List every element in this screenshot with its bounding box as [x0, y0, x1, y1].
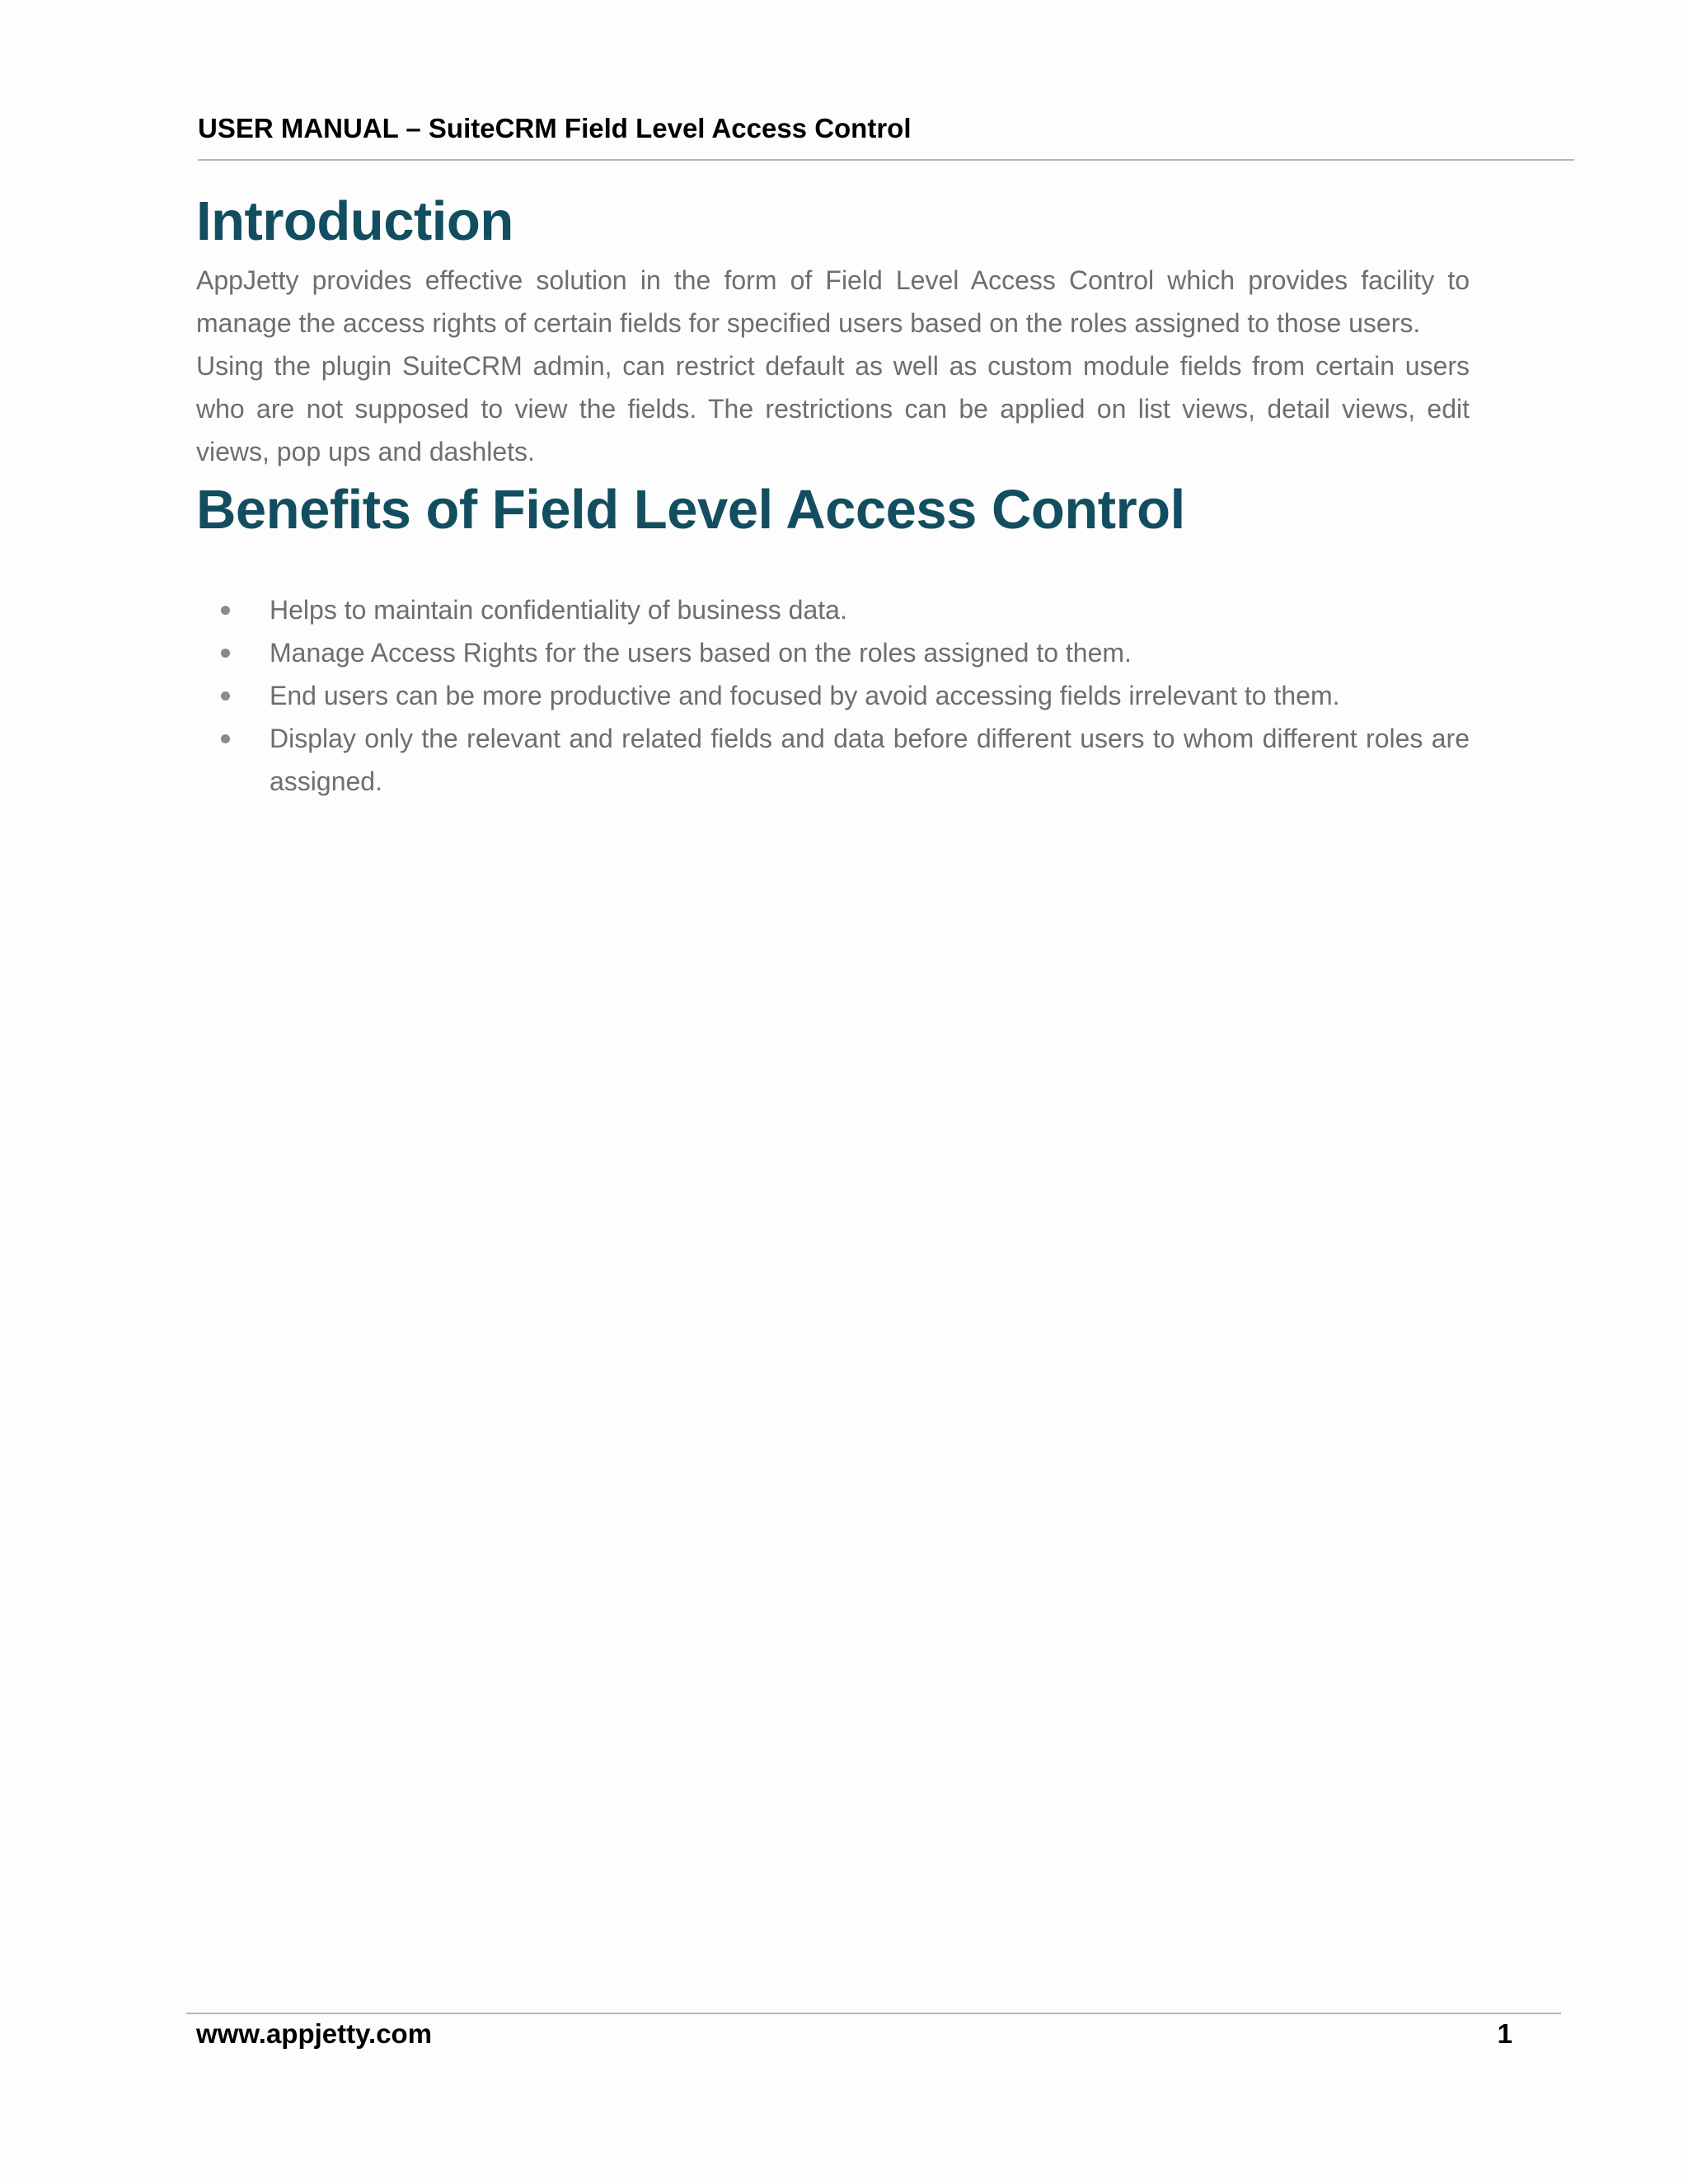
- footer-website: www.appjetty.com: [196, 2018, 433, 2049]
- list-item-text: Display only the relevant and related fields and data before different users to whom different roles are assigned.: [270, 724, 1470, 796]
- list-item-text: End users can be more productive and focused by avoid accessing fields irrelevant to them.: [270, 681, 1340, 710]
- page-header: [198, 112, 1574, 145]
- list-item: [196, 674, 1470, 717]
- page-number: 1: [1497, 2018, 1512, 2049]
- benefits-list: [196, 588, 1470, 803]
- introduction-paragraph-2: Using the plugin SuiteCRM admin, can restrict default as well as custom module fields from certain users who are not supposed to view the fields. The restrictions can be applied on list views, detail views, edit views, pop ups and dashlets.: [196, 351, 1470, 466]
- bullet-icon: [221, 734, 230, 743]
- list-item-text: Manage Access Rights for the users based on the roles assigned to them.: [270, 638, 1132, 668]
- header-divider: [198, 159, 1574, 161]
- benefits-heading: Benefits of Field Level Access Control: [196, 479, 1185, 541]
- list-item: [196, 631, 1470, 674]
- list-item-text: Helps to maintain confidentiality of business data.: [270, 595, 847, 625]
- list-item: [196, 588, 1470, 631]
- introduction-paragraph-1: AppJetty provides effective solution in the form of Field Level Access Control which provides facility to manage the access rights of certain fields for specified users based on the roles assigned to those users.: [196, 265, 1470, 338]
- list-item: [196, 717, 1470, 803]
- bullet-icon: [221, 649, 230, 658]
- introduction-heading: Introduction: [196, 190, 513, 252]
- bullet-icon: [221, 691, 230, 701]
- main-content: [196, 185, 1470, 803]
- document-header-title: USER MANUAL – SuiteCRM Field Level Access Control: [198, 113, 912, 143]
- bullet-icon: [221, 606, 230, 615]
